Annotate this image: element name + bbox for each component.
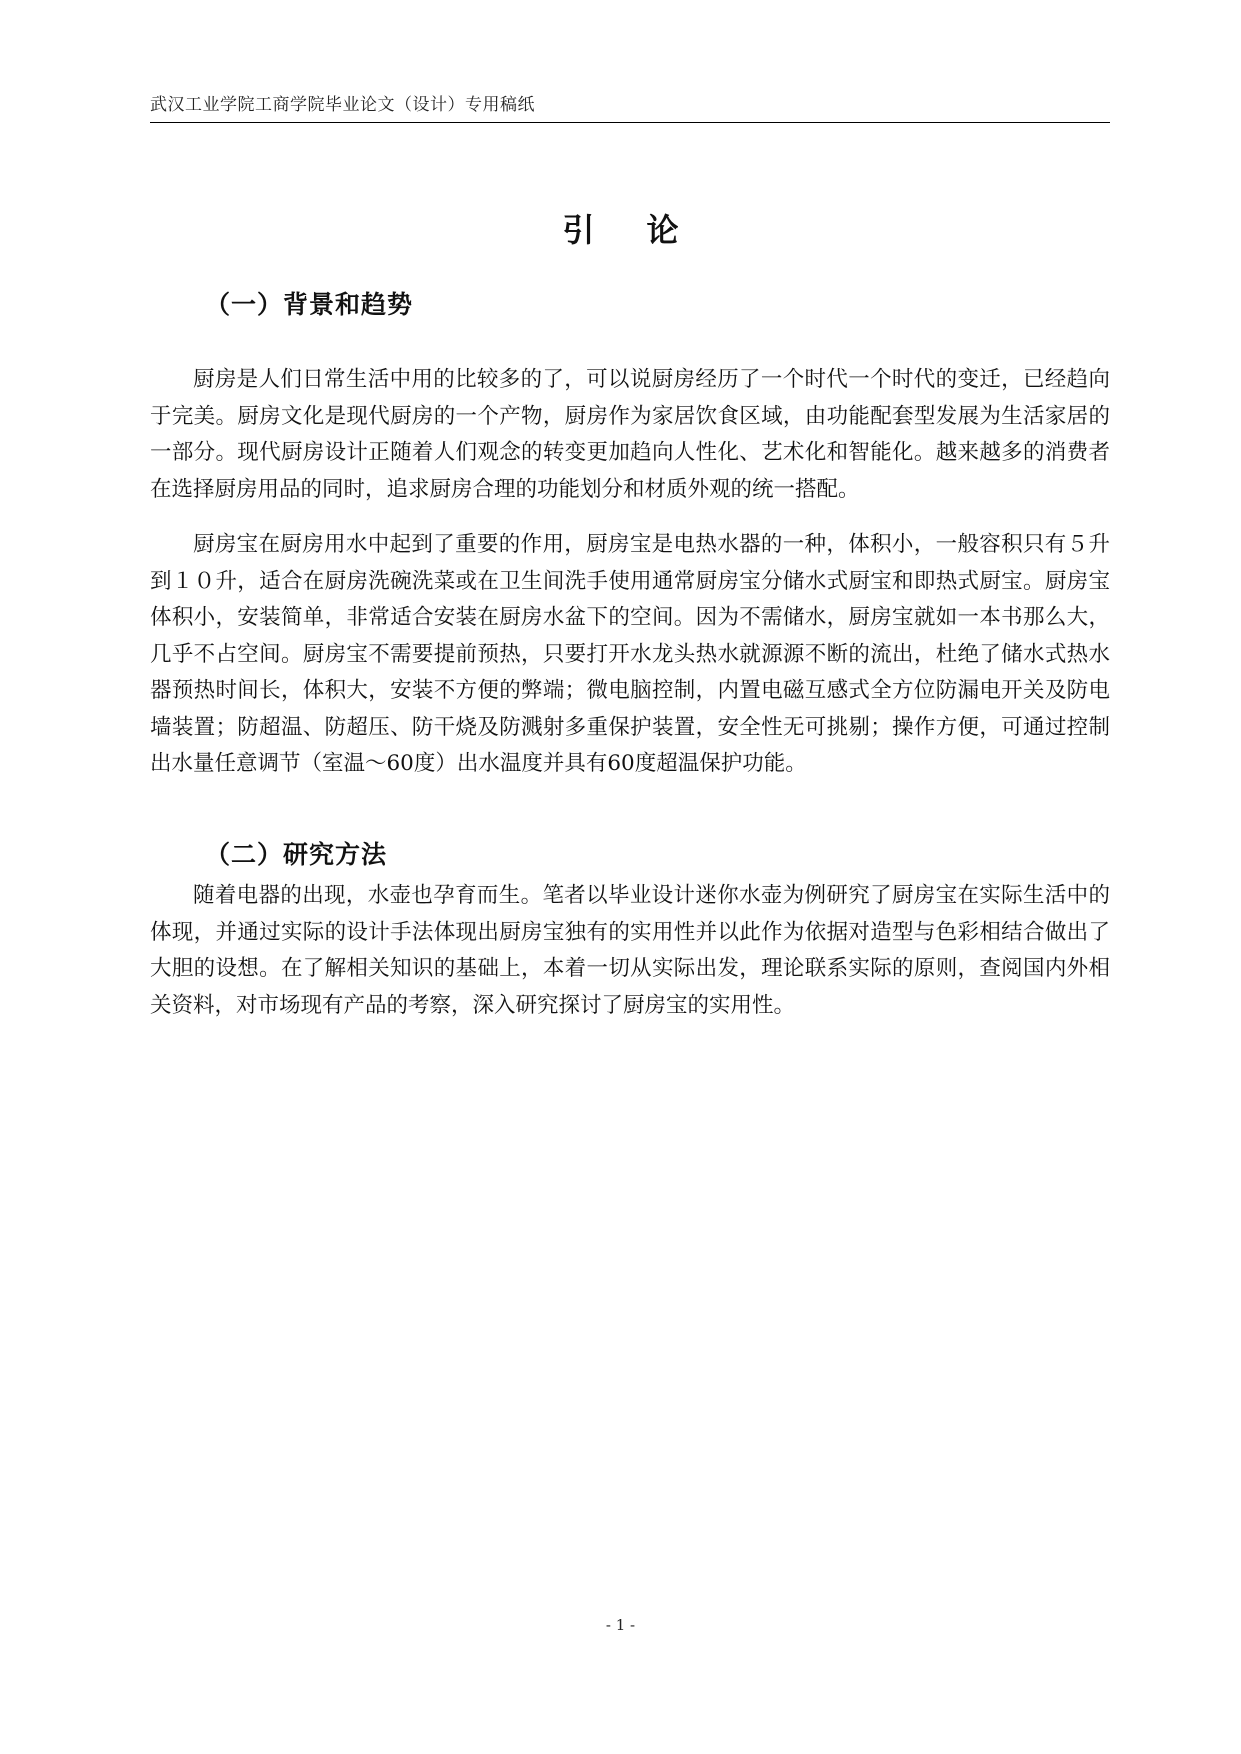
section-heading-background: （一）背景和趋势 (205, 290, 414, 319)
section-heading-method: （二）研究方法 (205, 840, 388, 869)
paragraph-background-2: 厨房宝在厨房用水中起到了重要的作用，厨房宝是电热水器的一种，体积小，一般容积只有５升到１０升，适合在厨房洗碗洗菜或在卫生间洗手使用通常厨房宝分储水式厨宝和即热式厨宝。厨房宝体积小，安装简单，非常适合安装在厨房水盆下的空间。因为不需储水，厨房宝就如一本书那么大，几乎不占空间。厨房宝不需要提前预热，只要打开水龙头热水就源源不断的流出，杜绝了储水式热水器预热时间长，体积大，安装不方便的弊端；微电脑控制，内置电磁互感式全方位防漏电开关及防电墙装置；防超温、防超压、防干烧及防溅射多重保护装置，安全性无可挑剔；操作方便，可通过控制出水量任意调节（室温～60度）出水温度并具有60度超温保护功能。 (150, 532, 1110, 776)
header-divider (150, 122, 1110, 123)
paragraph-background-1: 厨房是人们日常生活中用的比较多的了，可以说厨房经历了一个时代一个时代的变迁，已经趋向于完美。厨房文化是现代厨房的一个产物，厨房作为家居饮食区域，由功能配套型发展为生活家居的一部分。现代厨房设计正随着人们观念的转变更加趋向人性化、艺术化和智能化。越来越多的消费者在选择厨房用品的同时，追求厨房合理的功能划分和材质外观的统一搭配。 (150, 367, 1110, 502)
paragraph-method-1: 随着电器的出现，水壶也孕育而生。笔者以毕业设计迷你水壶为例研究了厨房宝在实际生活中的体现，并通过实际的设计手法体现出厨房宝独有的实用性并以此作为依据对造型与色彩相结合做出了大胆的设想。在了解相关知识的基础上，本着一切从实际出发，理论联系实际的原则，查阅国内外相关资料，对市场现有产品的考察，深入研究探讨了厨房宝的实用性。 (150, 883, 1110, 1018)
page-title: 引论 (562, 211, 731, 249)
page-number: - 1 - (605, 1616, 636, 1634)
page-header: 武汉工业学院工商学院毕业论文（设计）专用稿纸 (150, 95, 535, 115)
